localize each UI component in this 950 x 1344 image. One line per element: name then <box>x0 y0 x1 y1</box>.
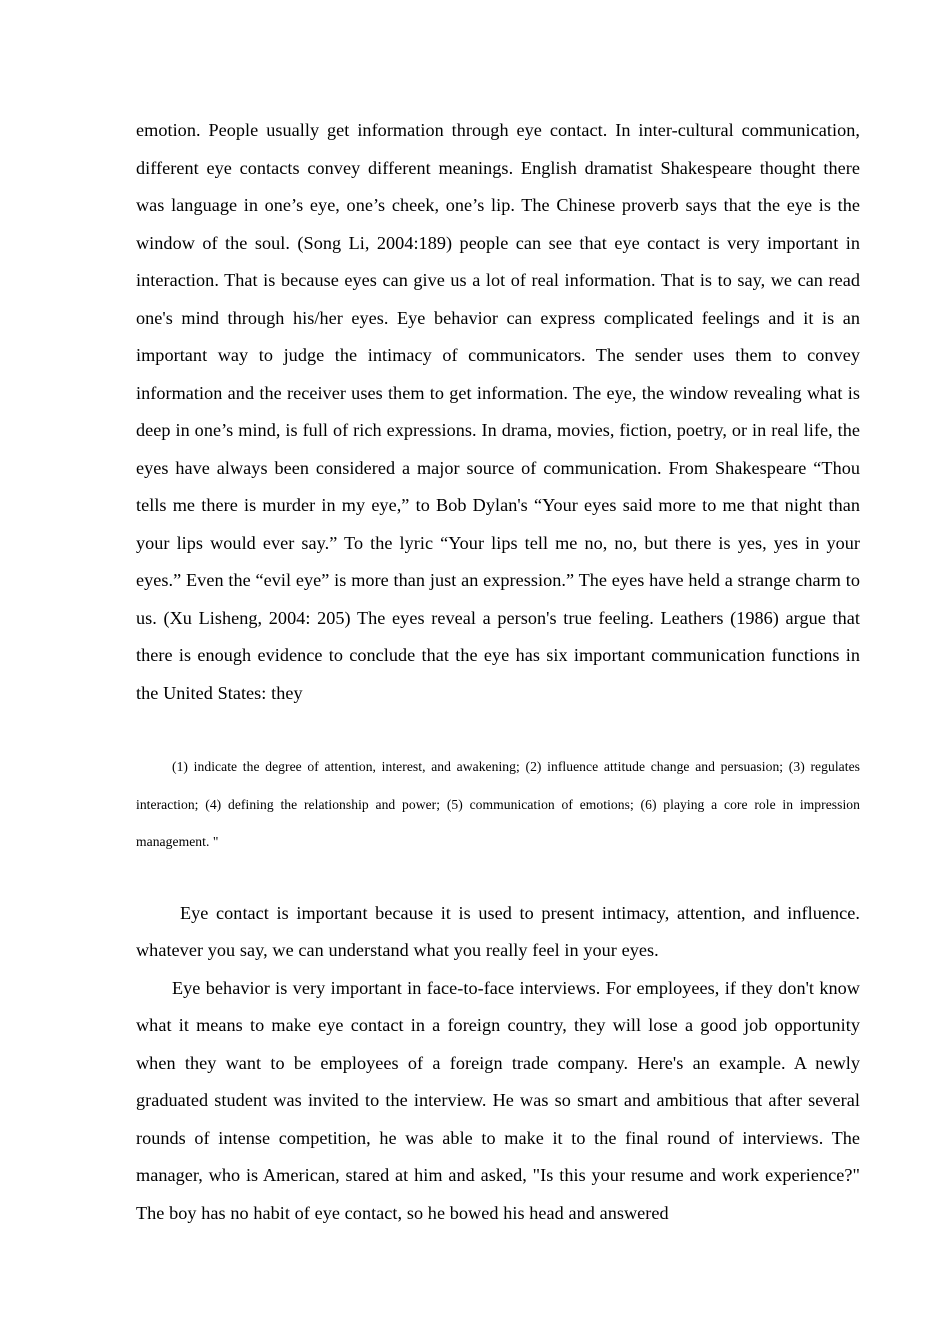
indented-quotation-block: (1) indicate the degree of attention, interest, and awakening; (2) influence attitude change and persuasion; (3) regulates interaction; (4) defining the relationship and power; (5) communication of emotions; (6) playing a core role in impression management. " <box>136 759 860 849</box>
text-column <box>136 112 860 1232</box>
body-paragraph-3: Eye behavior is very important in face-to-face interviews. For employees, if they don't know what it means to make eye contact in a foreign country, they will lose a good job opportunity when they want to be employees of a foreign trade company. Here's an example. A newly graduated student was invited to the interview. He was so smart and ambitious that after several rounds of intense competition, he was able to make it to the final round of interviews. The manager, who is American, stared at him and asked, "Is this your resume and work experience?" The boy has no habit of eye contact, so he bowed his head and answered <box>136 977 860 1223</box>
paragraph-spacer-before-quote <box>136 712 860 748</box>
body-paragraph-2: Eye contact is important because it is used to present intimacy, attention, and influence. whatever you say, we can understand what you really feel in your eyes. <box>136 902 860 960</box>
paragraph-spacer-after-quote <box>136 861 860 895</box>
body-paragraph-1: emotion. People usually get information through eye contact. In inter-cultural communication, different eye contacts convey different meanings. English dramatist Shakespeare thought there was language in one’s eye, one’s cheek, one’s lip. The Chinese proverb says that the eye is the window of the soul. (Song Li, 2004:189) people can see that eye contact is very important in interaction. That is because eyes can give us a lot of real information. That is to say, we can read one's mind through his/her eyes. Eye behavior can express complicated feelings and it is an important way to judge the intimacy of communicators. The sender uses them to convey information and the receiver uses them to get information. The eye, the window revealing what is deep in one’s mind, is full of rich expressions. In drama, movies, fiction, poetry, or in real life, the eyes have always been considered a major source of communication. From Shakespeare “Thou tells me there is murder in my eye,” to Bob Dylan's “Your eyes said more to me that night than your lips would ever say.” To the lyric “Your lips tell me no, no, but there is yes, yes in your eyes.” Even the “evil eye” is more than just an expression.” The eyes have held a strange charm to us. (Xu Lisheng, 2004: 205) The eyes reveal a person's true feeling. Leathers (1986) argue that there is enough evidence to conclude that the eye has six important communication functions in the United States: they <box>136 120 860 703</box>
